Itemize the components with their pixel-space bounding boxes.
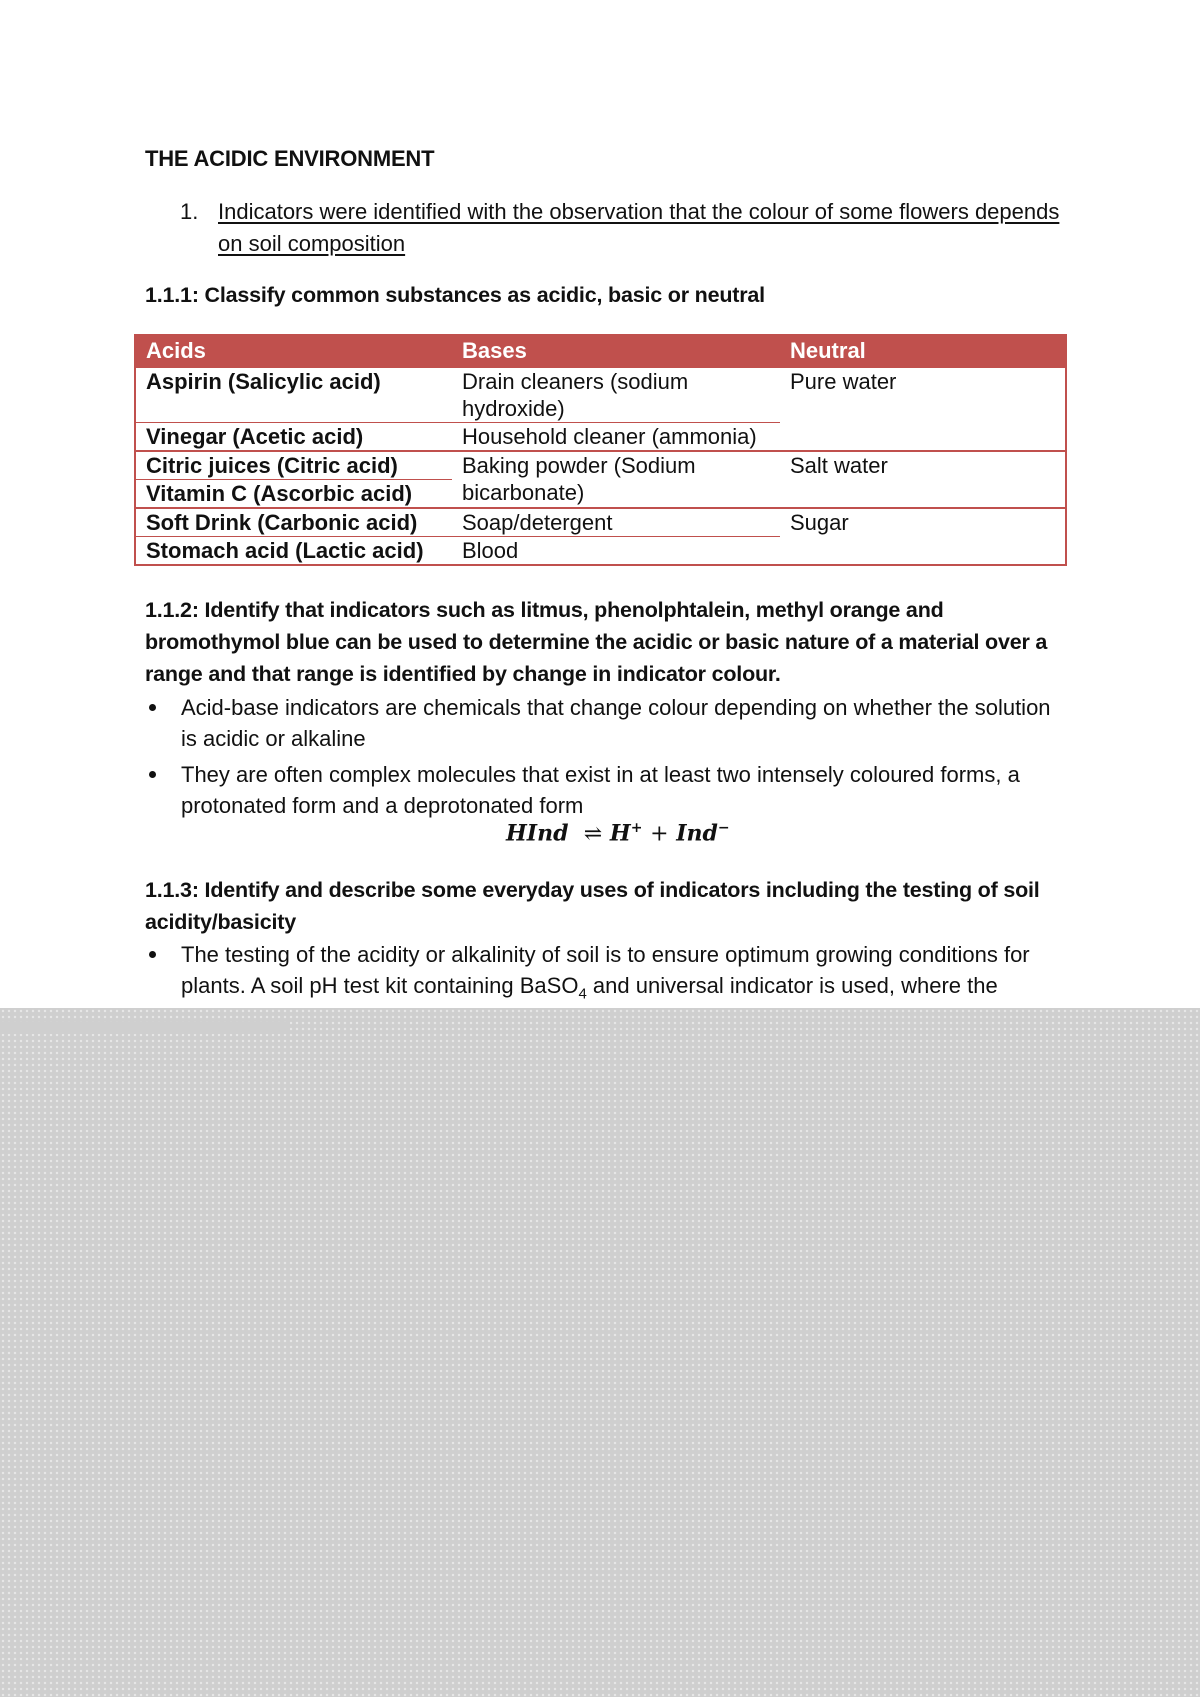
bullet-icon <box>149 771 156 778</box>
equation-ind-charge: − <box>717 820 730 836</box>
base-cell: Drain cleaners (sodium hydroxide) <box>452 367 780 423</box>
equation-h-charge: + <box>630 820 643 836</box>
neutral-cell: Sugar <box>780 508 1066 565</box>
heading-1-1-2: 1.1.2: Identify that indicators such as litmus, phenolphtalein, methyl orange and bromothymol blue can be used to determine the acidic or basic nature of a material over a range and that range is identified by change in indicator colour. <box>145 598 1048 686</box>
page-overlay-mask <box>0 1008 1200 1697</box>
equation-plus: + <box>650 821 669 847</box>
header-neutral: Neutral <box>780 335 1066 367</box>
section-number: 1. <box>180 199 199 224</box>
soil-text-end: and universal indicator is used, where the <box>592 973 998 998</box>
base-cell: Household cleaner (ammonia) <box>462 424 757 449</box>
equilibrium-arrow-icon: ⇌ <box>583 821 603 847</box>
heading-1-1-1: 1.1.1: Classify common substances as acidic, basic or neutral <box>145 283 765 307</box>
equation-ind: Ind <box>676 820 718 847</box>
numbered-section-1 <box>180 196 1060 260</box>
neutral-cell: Salt water <box>780 451 1066 508</box>
heading-1-1-3: 1.1.3: Identify and describe some everyday uses of indicators including the testing of soil acidity/basicity <box>145 878 1040 934</box>
acid-cell: Vinegar (Acetic acid) <box>146 424 364 449</box>
list-item-text: Acid-base indicators are chemicals that change colour depending on whether the solution is acidic or alkaline <box>181 695 1051 751</box>
list-item <box>145 759 1060 821</box>
indicator-equilibrium-equation <box>506 820 730 846</box>
acid-cell: Citric juices (Citric acid) <box>135 451 452 480</box>
table-row <box>135 508 1066 537</box>
equation-h: H <box>609 820 631 847</box>
soil-text-subscript: 4 <box>578 985 587 1003</box>
page-overlay-mask-edge <box>0 1022 290 1034</box>
header-acids: Acids <box>135 335 452 367</box>
bullet-list-indicators <box>145 692 1060 826</box>
document-title: THE ACIDIC ENVIRONMENT <box>145 146 435 171</box>
section-text: Indicators were identified with the observation that the colour of some flowers depends on soil composition <box>218 199 1060 256</box>
list-item <box>145 692 1060 754</box>
substances-table <box>134 334 1067 566</box>
soil-text-start: The testing of the acidity or alkalinity of soil is to ensure optimum growing conditions for plants. A soil pH test kit containing BaSO <box>181 942 1030 998</box>
table-header-row <box>135 335 1066 367</box>
acid-cell: Stomach acid (Lactic acid) <box>146 538 424 563</box>
table-row <box>135 367 1066 423</box>
acid-cell: Aspirin (Salicylic acid) <box>135 367 452 423</box>
header-bases: Bases <box>452 335 780 367</box>
bullet-icon <box>149 704 156 711</box>
base-cell: Blood <box>462 538 519 563</box>
neutral-cell: Pure water <box>780 367 1066 451</box>
equation-lhs: HInd <box>506 820 569 847</box>
table-row <box>135 451 1066 480</box>
acid-cell: Vitamin C (Ascorbic acid) <box>146 481 413 506</box>
acid-cell: Soft Drink (Carbonic acid) <box>135 508 452 537</box>
base-cell: Soap/detergent <box>452 508 780 537</box>
bullet-icon <box>149 951 156 958</box>
list-item-text: They are often complex molecules that exist in at least two intensely coloured forms, a protonated form and a deprotonated form <box>181 762 1020 818</box>
base-cell: Baking powder (Sodium bicarbonate) <box>452 451 780 508</box>
